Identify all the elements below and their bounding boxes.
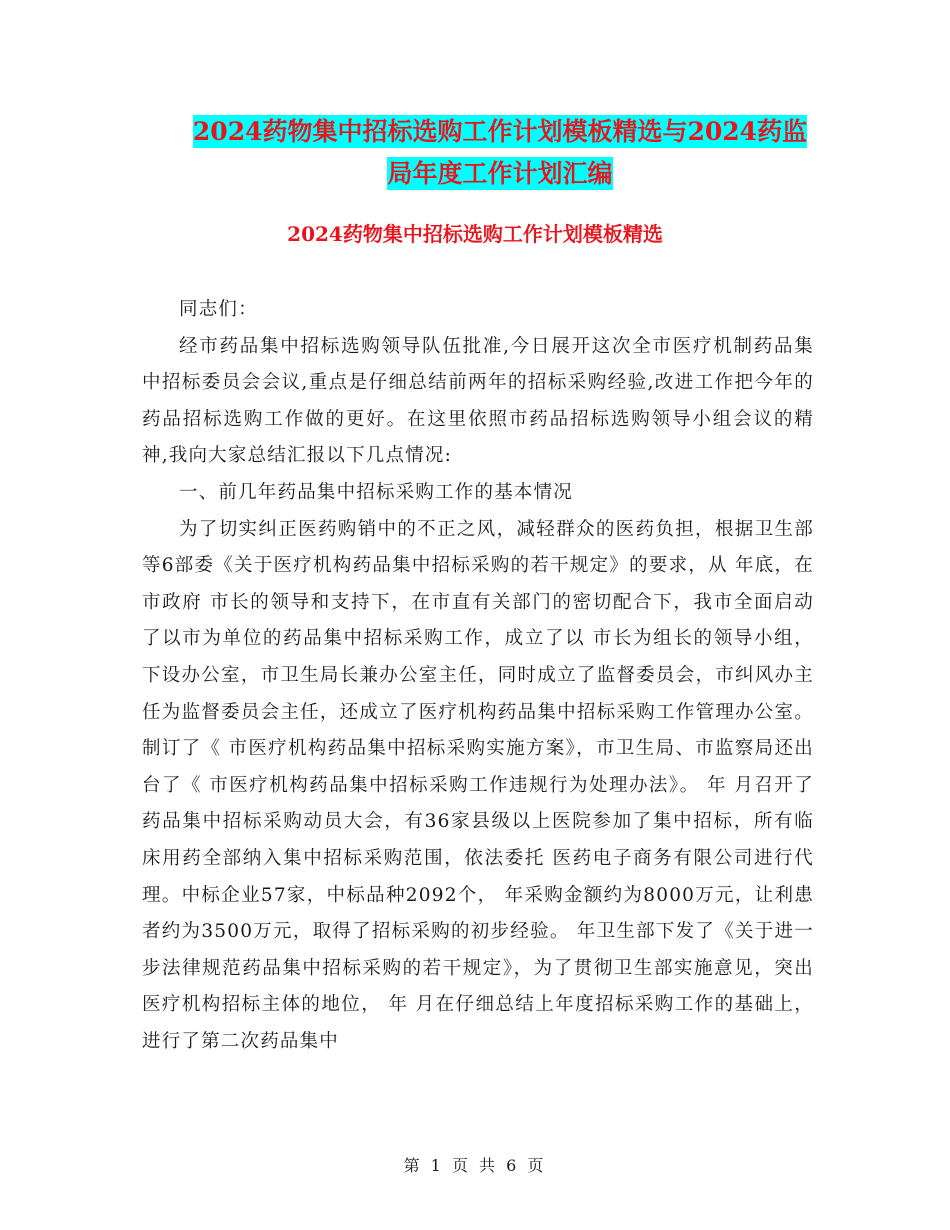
document-title-line-2 — [120, 150, 880, 198]
document-title-line-1 — [120, 108, 880, 156]
page-footer: 第 1 页 共 6 页 — [403, 1156, 547, 1175]
paragraph-body: 为了切实纠正医药购销中的不正之风，减轻群众的医药负担，根据卫生部等6部委《关于医疗机构药品集中招标采购的若干规定》的要求，从 年底，在市政府 市长的领导和支持下，在市直有关部门的密切配合下，我市全面启动了以市为单位的药品集中招标采购工作，成立了以 市长为组长的领导小组，下设办公室，市卫生局长兼办公室主任，同时成立了监督委员会，市纠风办主任为监督委员会主任，还成立了医疗机构药品集中招标采购工作管理办公室。制订了《 市医疗机构药品集中招标采购实施方案》，市卫生局、市监察局还出台了《 市医疗机构药品集中招标采购工作违规行为处理办法》。 年 月召开了药品集中招标采购动员大会，有36家县级以上医院参加了集中招标，所有临床用药全部纳入集中招标采购范围，依法委托 医药电子商务有限公司进行代理。中标企业57家，中标品种2092个， 年采购金额约为8000万元，让利患者约为3500万元，取得了招标采购的初步经验。 年卫生部下发了《关于进一步法律规范药品集中招标采购的若干规定》，为了贯彻卫生部实施意见，突出医疗机构招标主体的地位， 年 月在仔细总结上年度招标采购工作的基础上，进行了第二次药品集中 — [142, 518, 814, 1052]
title-highlight-2: 局年度工作计划汇编 — [387, 159, 613, 188]
body-text — [142, 292, 814, 1060]
title-highlight-1: 2024药物集中招标选购工作计划模板精选与2024药监 — [192, 117, 808, 146]
paragraph-salutation: 同志们： — [179, 299, 258, 320]
section-title: 2024药物集中招标选购工作计划模板精选 — [287, 222, 663, 246]
paragraph-heading: 一、前几年药品集中招标采购工作的基本情况 — [179, 481, 574, 503]
paragraph-intro: 经市药品集中招标选购领导队伍批准,今日展开这次全市医疗机制药品集中招标委员会会议,重点是仔细总结前两年的招标采购经验,改进工作把今年的药品招标选购工作做的更好。在这里依照市药品招标选购领导小组会议的精神,我向大家总结汇报以下几点情况: — [142, 335, 814, 467]
